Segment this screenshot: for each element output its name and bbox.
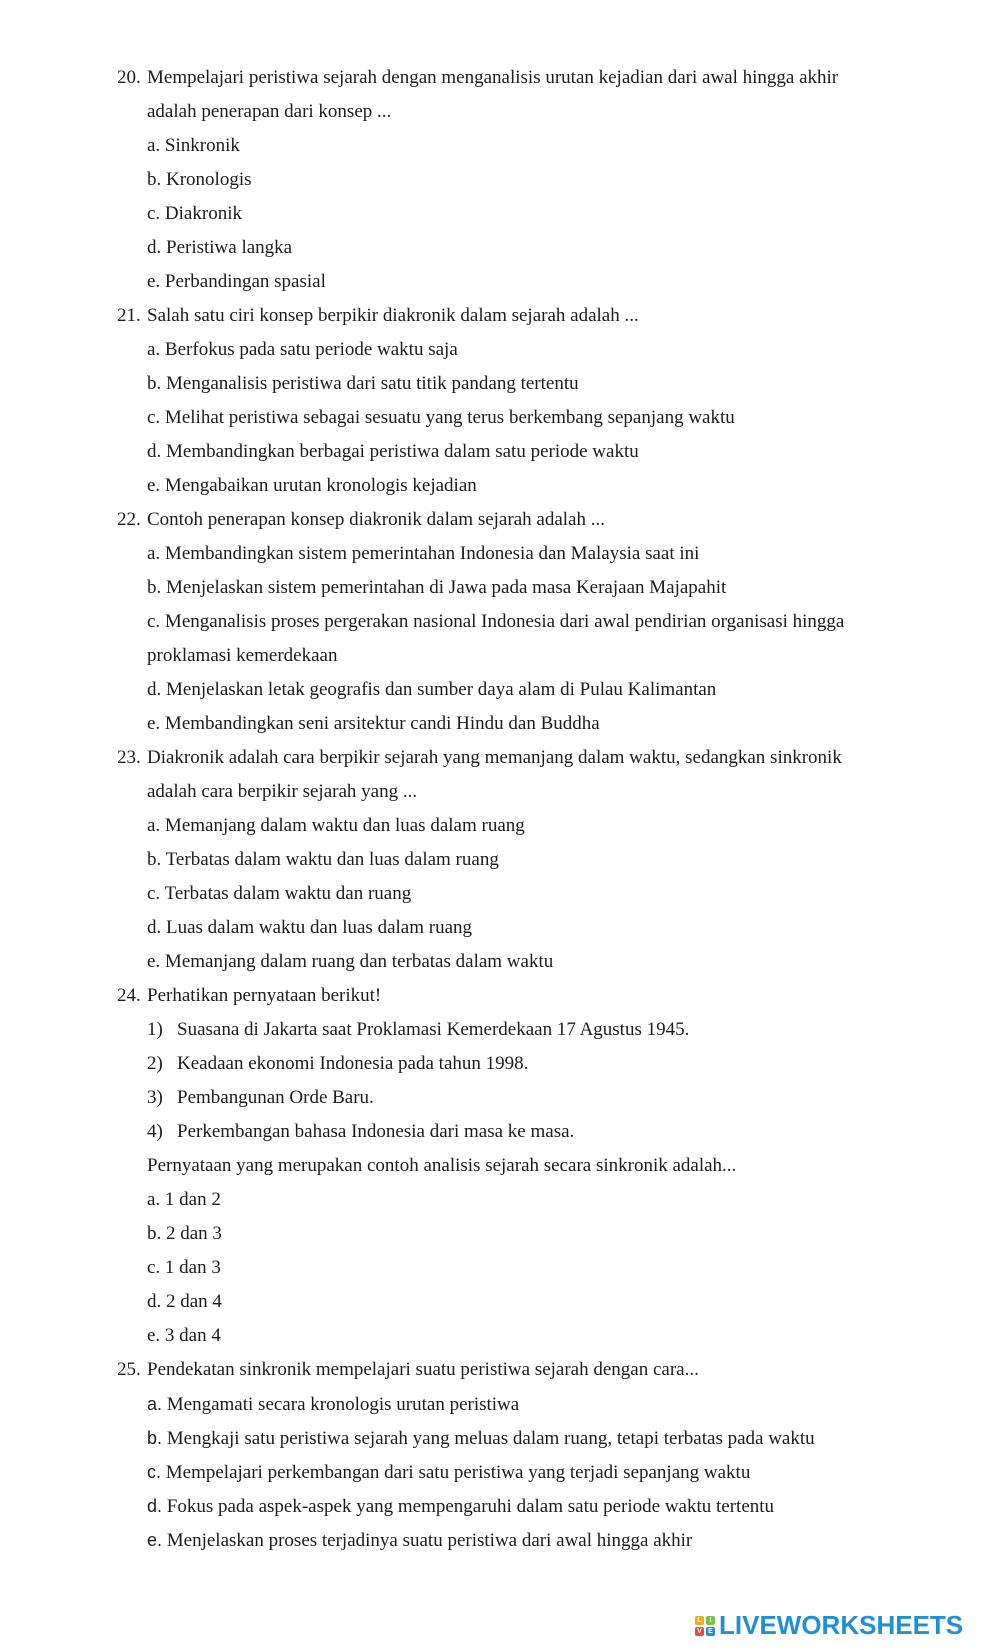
question-number: 20. [117,67,141,88]
answer-option[interactable]: e. 3 dan 4 [147,1325,221,1346]
option-letter: a. [147,1394,163,1414]
question-text: Pendekatan sinkronik mempelajari suatu peristiwa sejarah dengan cara... [147,1359,699,1380]
answer-option[interactable]: e. Perbandingan spasial [147,271,326,292]
option-letter: b. [147,1428,163,1448]
option-letter: c. [147,1462,162,1482]
statement-number: 4) [147,1121,163,1142]
answer-option[interactable]: d. Menjelaskan letak geografis dan sumber daya alam di Pulau Kalimantan [147,679,717,700]
question-text: Contoh penerapan konsep diakronik dalam sejarah adalah ... [147,509,605,530]
statement-number: 2) [147,1053,163,1074]
question-text: Diakronik adalah cara berpikir sejarah yang memanjang dalam waktu, sedangkan sinkronik [147,747,842,768]
liveworksheets-logo-icon [695,1616,715,1636]
answer-option[interactable]: a. Membandingkan sistem pemerintahan Indonesia dan Malaysia saat ini [147,543,700,564]
answer-option[interactable]: c. Melihat peristiwa sebagai sesuatu yang terus berkembang sepanjang waktu [147,407,735,428]
answer-option[interactable] [147,1392,519,1417]
answer-option[interactable]: b. Kronologis [147,169,252,190]
answer-option-continued[interactable]: proklamasi kemerdekaan [147,645,338,666]
answer-option[interactable]: a. Sinkronik [147,135,240,156]
statement-number: 1) [147,1019,163,1040]
answer-option[interactable]: c. Diakronik [147,203,242,224]
logo-wordmark: LIVEWORKSHEETS [719,1610,964,1640]
question-number: 25. [117,1359,141,1380]
answer-option[interactable] [147,1426,815,1451]
question-prompt: Pernyataan yang merupakan contoh analisis sejarah secara sinkronik adalah... [147,1155,737,1176]
question-number: 23. [117,747,141,768]
answer-option[interactable]: d. Membandingkan berbagai peristiwa dalam satu periode waktu [147,441,639,462]
statement-text: Perkembangan bahasa Indonesia dari masa ke masa. [177,1121,575,1142]
statement-text: Keadaan ekonomi Indonesia pada tahun 1998. [177,1053,529,1074]
question-number: 21. [117,305,141,326]
answer-option[interactable]: a. Memanjang dalam waktu dan luas dalam ruang [147,815,525,836]
answer-option[interactable]: b. Menganalisis peristiwa dari satu titik pandang tertentu [147,373,579,394]
answer-option[interactable]: b. Menjelaskan sistem pemerintahan di Jawa pada masa Kerajaan Majapahit [147,577,727,598]
answer-option[interactable]: b. 2 dan 3 [147,1223,222,1244]
answer-option[interactable]: e. Mengabaikan urutan kronologis kejadian [147,475,477,496]
answer-option[interactable]: d. Luas dalam waktu dan luas dalam ruang [147,917,473,938]
statement-text: Pembangunan Orde Baru. [177,1087,374,1108]
answer-option[interactable]: b. Terbatas dalam waktu dan luas dalam ruang [147,849,499,870]
liveworksheets-logo[interactable] [695,1610,963,1641]
option-letter: e. [147,1530,163,1550]
answer-option[interactable] [147,1528,692,1553]
option-text: Mempelajari perkembangan dari satu peristiwa yang terjadi sepanjang waktu [165,1462,751,1483]
answer-option[interactable] [147,1460,750,1485]
option-text: Fokus pada aspek-aspek yang mempengaruhi dalam satu periode waktu tertentu [166,1496,775,1517]
statement-number: 3) [147,1087,163,1108]
option-text: Mengkaji satu peristiwa sejarah yang meluas dalam ruang, tetapi terbatas pada waktu [166,1428,815,1449]
question-text: adalah penerapan dari konsep ... [147,101,392,122]
answer-option[interactable]: c. Terbatas dalam waktu dan ruang [147,883,412,904]
question-text: Mempelajari peristiwa sejarah dengan menganalisis urutan kejadian dari awal hingga akhir [147,67,839,88]
question-number: 22. [117,509,141,530]
option-text: Mengamati secara kronologis urutan peristiwa [166,1394,520,1415]
answer-option[interactable]: c. Menganalisis proses pergerakan nasional Indonesia dari awal pendirian organisasi hingga [147,611,845,632]
question-text: Perhatikan pernyataan berikut! [147,985,382,1006]
question-text: Salah satu ciri konsep berpikir diakronik dalam sejarah adalah ... [147,305,639,326]
statement-text: Suasana di Jakarta saat Proklamasi Kemerdekaan 17 Agustus 1945. [177,1019,690,1040]
answer-option[interactable]: a. 1 dan 2 [147,1189,221,1210]
question-text: adalah cara berpikir sejarah yang ... [147,781,418,802]
logo-tile: L [695,1616,704,1625]
option-letter: d. [147,1496,163,1516]
logo-tile: I [706,1616,715,1625]
answer-option[interactable] [147,1494,774,1519]
answer-option[interactable]: a. Berfokus pada satu periode waktu saja [147,339,458,360]
logo-tile: E [706,1627,715,1636]
question-number: 24. [117,985,141,1006]
logo-tile: V [695,1627,704,1636]
answer-option[interactable]: c. 1 dan 3 [147,1257,221,1278]
answer-option[interactable]: d. Peristiwa langka [147,237,293,258]
option-text: Menjelaskan proses terjadinya suatu peristiwa dari awal hingga akhir [166,1530,693,1551]
answer-option[interactable]: d. 2 dan 4 [147,1291,222,1312]
answer-option[interactable]: e. Memanjang dalam ruang dan terbatas dalam waktu [147,951,554,972]
answer-option[interactable]: e. Membandingkan seni arsitektur candi Hindu dan Buddha [147,713,600,734]
